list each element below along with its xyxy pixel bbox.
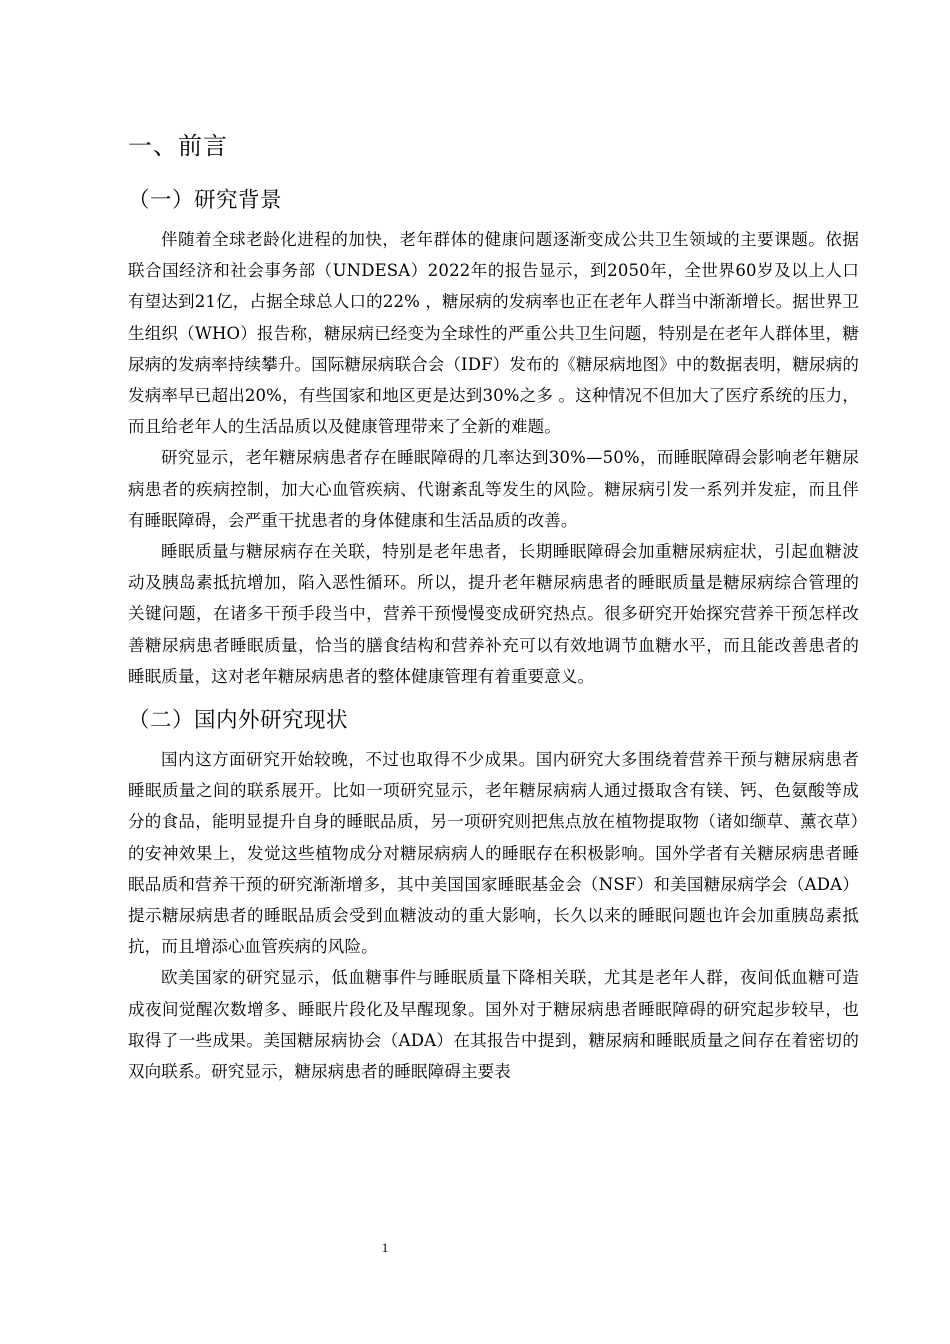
paragraph: 欧美国家的研究显示，低血糖事件与睡眠质量下降相关联，尤其是老年人群，夜间低血糖可造成夜间觉醒次数增多、睡眠片段化及早醒现象。国外对于糖尿病患者睡眠障碍的研究起步较早，也取得了一些成果。美国糖尿病协会（ADA）在其报告中提到，糖尿病和睡眠质量之间存在着密切的双向联系。研究显示，糖尿病患者的睡眠障碍主要表 [128,968,859,1082]
section-heading-research-status: （二）国内外研究现状 [128,708,349,734]
section-heading-background: （一）研究背景 [128,188,283,213]
page-body [128,126,859,1087]
paragraph: 伴随着全球老龄化进程的加快，老年群体的健康问题逐渐变成公共卫生领域的主要课题。依据联合国经济和社会事务部（UNDESA）2022年的报告显示，到2050年，全世界60岁及以上人口有望达到21亿，占据全球总人口的22% ，糖尿病的发病率也正在老年人群当中渐渐增长。据世界卫生组织（WHO）报告称，糖尿病已经变为全球性的严重公共卫生问题，特别是在老年人群体里，糖尿病的发病率持续攀升。国际糖尿病联合会（IDF）发布的《糖尿病地图》中的数据表明，糖尿病的发病率早已超出20%，有些国家和地区更是达到30%之多 。这种情况不但加大了医疗系统的压力，而且给老年人的生活品质以及健康管理带来了全新的难题。 [128,230,859,437]
page-number: 1 [381,1240,389,1255]
paragraph: 国内这方面研究开始较晚，不过也取得不少成果。国内研究大多围绕着营养干预与糖尿病患者睡眠质量之间的联系展开。比如一项研究显示，老年糖尿病病人通过摄取含有镁、钙、色氨酸等成分的食品，能明显提升自身的睡眠品质，另一项研究则把焦点放在植物提取物（诸如缬草、薰衣草）的安神效果上，发觉这些植物成分对糖尿病病人的睡眠存在积极影响。国外学者有关糖尿病患者睡眠品质和营养干预的研究渐渐增多，其中美国国家睡眠基金会（NSF）和美国糖尿病学会（ADA）提示糖尿病患者的睡眠品质会受到血糖波动的重大影响，长久以来的睡眠问题也许会加重胰岛素抵抗，而且增添心血管疾病的风险。 [128,750,859,957]
paragraph: 睡眠质量与糖尿病存在关联，特别是老年患者，长期睡眠障碍会加重糖尿病症状，引起血糖波动及胰岛素抵抗增加，陷入恶性循环。所以，提升老年糖尿病患者的睡眠质量是糖尿病综合管理的关键问题，在诸多干预手段当中，营养干预慢慢变成研究热点。很多研究开始探究营养干预怎样改善糖尿病患者睡眠质量，恰当的膳食结构和营养补充可以有效地调节血糖水平，而且能改善患者的睡眠质量，这对老年糖尿病患者的整体健康管理有着重要意义。 [128,542,859,686]
chapter-heading: 一、前言 [128,132,228,160]
paragraph: 研究显示，老年糖尿病患者存在睡眠障碍的几率达到30%—50%，而睡眠障碍会影响老年糖尿病患者的疾病控制，加大心血管疾病、代谢紊乱等发生的风险。糖尿病引发一系列并发症，而且伴有睡眠障碍，会严重干扰患者的身体健康和生活品质的改善。 [128,448,859,530]
